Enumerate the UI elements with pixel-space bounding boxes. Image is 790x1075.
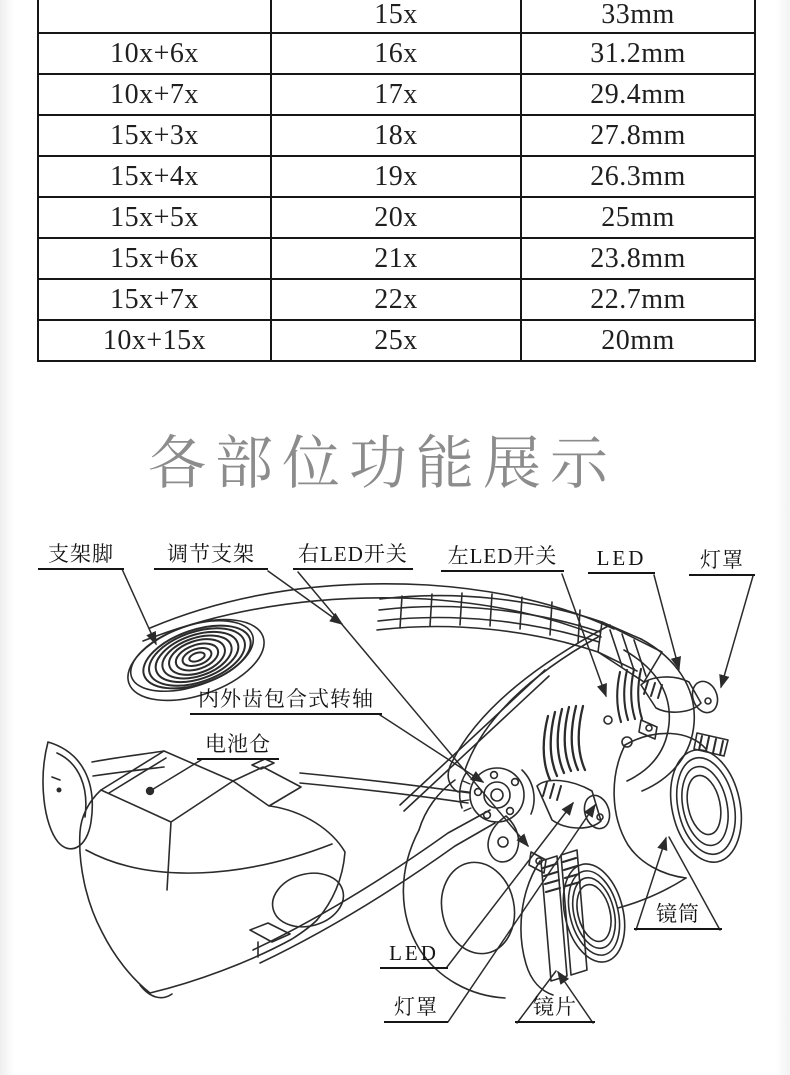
table-row [38, 238, 755, 279]
focal-length-cell: 26.3mm [521, 156, 755, 197]
combo-cell: 15x+6x [38, 238, 271, 279]
label-lens-barrel: 镜筒 [634, 903, 722, 930]
total-magnification-cell: 25x [271, 320, 521, 361]
total-magnification-cell: 18x [271, 115, 521, 156]
table-row [38, 156, 755, 197]
label-lamp-cover-bottom: 灯罩 [384, 996, 448, 1023]
lens-barrel-drawing [614, 733, 751, 878]
label-led-bottom: LED [380, 942, 448, 969]
magnification-spec-table [37, 0, 754, 362]
total-magnification-cell: 15x [271, 0, 521, 33]
focal-length-cell: 20mm [521, 320, 755, 361]
total-magnification-cell: 20x [271, 197, 521, 238]
adjustable-strap [377, 593, 662, 682]
section-heading: 各部位功能展示 [148, 429, 618, 497]
combo-cell: 15x+5x [38, 197, 271, 238]
table-row [38, 33, 755, 74]
gear-pivot [460, 768, 534, 862]
focal-length-cell: 22.7mm [521, 279, 755, 320]
table-row [38, 74, 755, 115]
left-temple-blade [43, 742, 92, 849]
combo-cell [38, 0, 271, 33]
label-left-led-switch: 左LED开关 [441, 545, 564, 572]
label-adjust-bracket: 调节支架 [154, 543, 268, 570]
combo-cell: 10x+6x [38, 33, 271, 74]
table-row [38, 0, 755, 33]
total-magnification-cell: 16x [271, 33, 521, 74]
table-row [38, 320, 755, 361]
label-lamp-cover-top: 灯罩 [689, 549, 755, 576]
total-magnification-cell: 22x [271, 279, 521, 320]
combo-cell: 10x+15x [38, 320, 271, 361]
label-right-led-switch: 右LED开关 [293, 543, 413, 570]
total-magnification-cell: 21x [271, 238, 521, 279]
battery-box [80, 751, 350, 998]
focal-length-cell: 23.8mm [521, 238, 755, 279]
focal-length-cell: 25mm [521, 197, 755, 238]
table-row [38, 115, 755, 156]
label-led-top: LED [588, 547, 655, 574]
table-row [38, 279, 755, 320]
total-magnification-cell: 19x [271, 156, 521, 197]
frame-sweeps [250, 773, 686, 998]
focal-length-cell: 29.4mm [521, 74, 755, 115]
label-bracket-foot: 支架脚 [38, 543, 124, 570]
combo-cell: 15x+4x [38, 156, 271, 197]
focal-length-cell: 31.2mm [521, 33, 755, 74]
magnifier-line-art [0, 530, 790, 1075]
combo-cell: 15x+3x [38, 115, 271, 156]
label-battery-compartment: 电池仓 [197, 733, 279, 760]
combo-cell: 10x+7x [38, 74, 271, 115]
upper-led-module [639, 677, 722, 739]
combo-cell: 15x+7x [38, 279, 271, 320]
table-row [38, 197, 755, 238]
lower-lens-assembly [541, 850, 634, 981]
focal-length-cell: 33mm [521, 0, 755, 33]
label-gear-pivot-shaft: 内外齿包合式转轴 [190, 688, 382, 715]
label-lens-piece: 镜片 [515, 996, 595, 1023]
parts-function-diagram [0, 530, 790, 1075]
total-magnification-cell: 17x [271, 74, 521, 115]
focal-length-cell: 27.8mm [521, 115, 755, 156]
